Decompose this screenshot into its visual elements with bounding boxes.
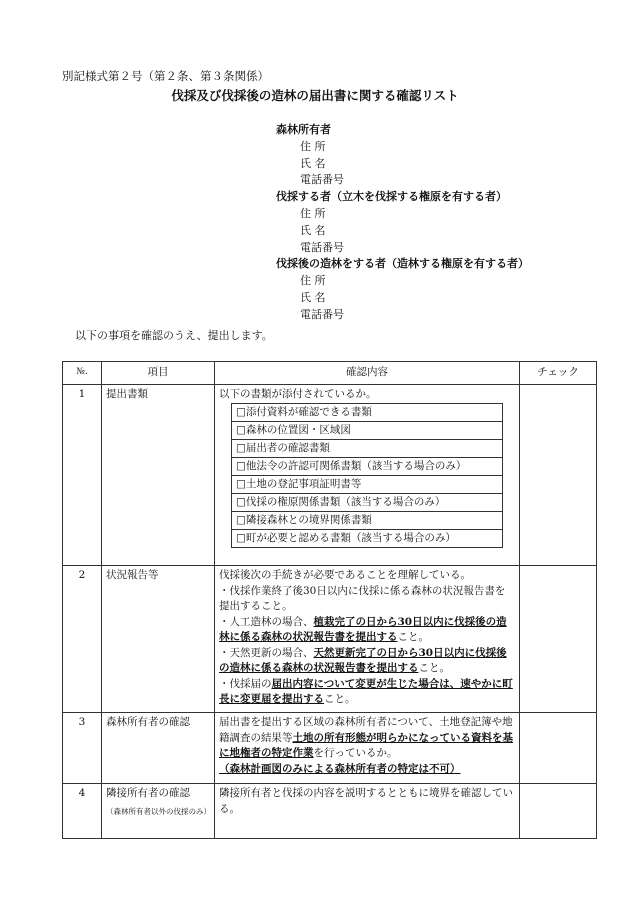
document-item: □土地の登記事項証明書等 — [232, 476, 502, 494]
intro-text: 以下の事項を確認のうえ、提出します。 — [75, 329, 273, 342]
row-item: 状況報告等 — [102, 566, 215, 713]
header-no: №. — [63, 362, 102, 385]
item-note: （森林所有者以外の伐採のみ） — [106, 806, 211, 816]
emphasis: 植栽完了の日から30日以内に伐採後の造林に係る森林の状況報告書を提出する — [219, 615, 507, 643]
table-row — [63, 784, 597, 839]
text: ・天然更新の場合、 — [219, 646, 314, 659]
row-content — [215, 713, 520, 784]
form-number: 別記様式第２号（第２条、第３条関係） — [62, 69, 269, 83]
row-number: 1 — [63, 385, 102, 566]
table-header-row — [63, 362, 597, 385]
row-number: 4 — [63, 784, 102, 839]
owner-name-label: 氏 名 — [300, 156, 326, 170]
check-cell[interactable] — [520, 566, 597, 713]
row-content: 隣接所有者と伐採の内容を説明するとともに境界を確認している。 — [215, 784, 520, 839]
bullet-artificial-planting — [219, 615, 515, 646]
text: ・人工造林の場合、 — [219, 615, 314, 628]
check-cell[interactable] — [520, 713, 597, 784]
owner-phone-label: 電話番号 — [300, 173, 344, 187]
header-item: 項目 — [102, 362, 215, 385]
emphasis: （森林計画図のみによる森林所有者の特定は不可） — [219, 762, 461, 775]
document-item: □伐採の権原関係書類（該当する場合のみ） — [232, 494, 502, 512]
required-documents-list — [231, 403, 503, 548]
planter-phone-label: 電話番号 — [300, 307, 344, 321]
row-number: 3 — [63, 713, 102, 784]
document-item: □隣接森林との境界関係書類 — [232, 512, 502, 530]
party-heading-cutter: 伐採する者（立木を伐採する権原を有する者） — [276, 190, 507, 204]
table-row — [63, 385, 597, 566]
document-item: □添付資料が確認できる書類 — [232, 404, 502, 422]
party-heading-owner: 森林所有者 — [276, 123, 331, 136]
bullet-natural-regeneration — [219, 646, 515, 677]
planter-name-label: 氏 名 — [300, 290, 326, 304]
row-number: 2 — [63, 566, 102, 713]
party-heading-planter: 伐採後の造林をする者（造林する権原を有する者） — [276, 257, 529, 271]
table-row — [63, 713, 597, 784]
row-item: 提出書類 — [102, 385, 215, 566]
parties-section — [276, 122, 529, 324]
row-content — [215, 566, 520, 713]
header-content: 確認内容 — [215, 362, 520, 385]
emphasis: 届出内容について変更が生じた場合は、速やかに町長に変更届を提出する — [219, 677, 513, 705]
text: を行っているか。 — [313, 747, 398, 759]
bullet-status-report: ・伐採作業終了後30日以内に伐採に係る森林の状況報告書を提出すること。 — [219, 584, 506, 612]
text: こと。 — [324, 693, 356, 705]
bullet-change-notice — [219, 677, 515, 708]
item-label: 隣接所有者の確認 — [106, 787, 190, 799]
check-cell[interactable] — [520, 784, 597, 839]
document-item: □届出者の確認書類 — [232, 440, 502, 458]
document-item: □森林の位置図・区域図 — [232, 422, 502, 440]
document-title: 伐採及び伐採後の造林の届出書に関する確認リスト — [171, 88, 459, 103]
text: ・伐採届の — [219, 677, 272, 690]
cutter-phone-label: 電話番号 — [300, 240, 344, 254]
row-item: 森林所有者の確認 — [102, 713, 215, 784]
emphasis: 土地の所有形態が明らかになっている資料を基に地権者の特定作業 — [219, 731, 513, 759]
row-lead: 以下の書類が添付されているか。 — [219, 388, 377, 400]
row-lead: 伐採後次の手続きが必要であることを理解している。 — [219, 569, 471, 581]
row-item — [102, 784, 215, 839]
owner-address-label: 住 所 — [300, 139, 326, 153]
document-item: □町が必要と認める書類（該当する場合のみ） — [236, 531, 456, 544]
emphasis: 天然更新完了の日から30日以内に伐採後の造林に係る森林の状況報告書を提出する — [219, 646, 507, 674]
cutter-name-label: 氏 名 — [300, 223, 326, 237]
table-row — [63, 566, 597, 713]
checklist-table — [62, 361, 597, 839]
text: 届出書を提出する区域の森林所有者について、土地登記簿や地籍調査の結果等 — [219, 716, 513, 744]
text: こと。 — [418, 662, 450, 674]
header-check: チェック — [520, 362, 597, 385]
check-cell[interactable] — [520, 385, 597, 566]
planter-address-label: 住 所 — [300, 274, 326, 288]
document-item: □他法令の許認可関係書類（該当する場合のみ） — [232, 458, 502, 476]
row-content — [215, 385, 520, 566]
text: こと。 — [397, 631, 429, 643]
cutter-address-label: 住 所 — [300, 206, 326, 220]
